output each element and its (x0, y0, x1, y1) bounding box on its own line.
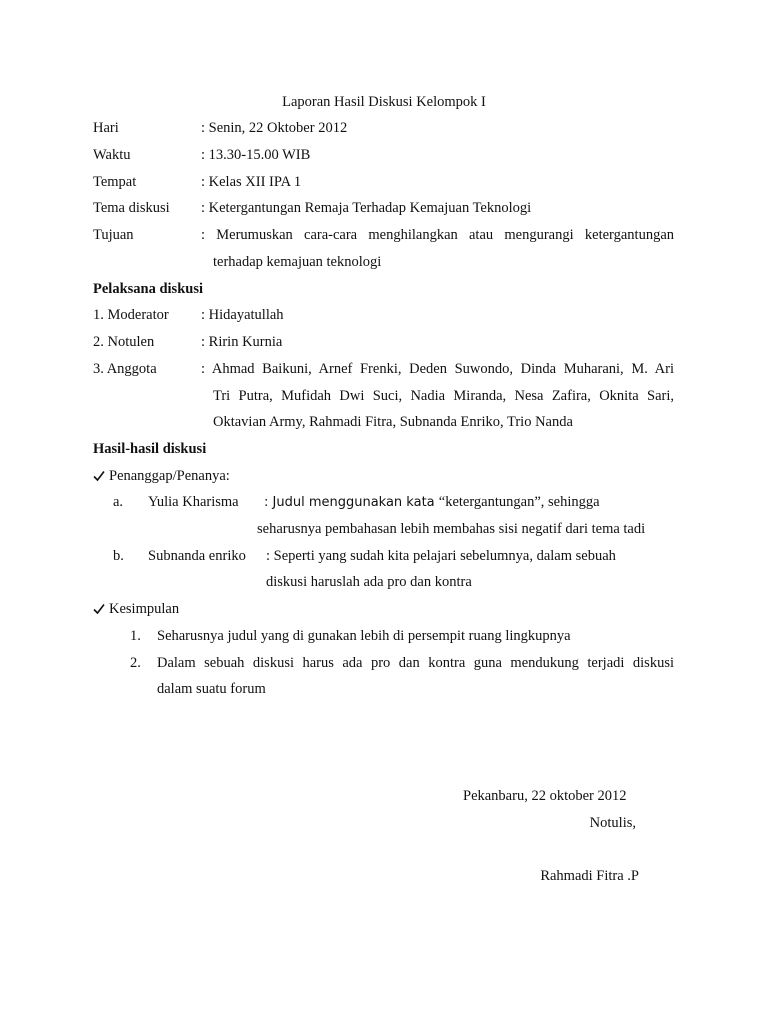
kesimpulan-1-marker: 1. (130, 628, 141, 644)
signature-name: Rahmadi Fitra .P (540, 868, 639, 884)
kesimpulan-2-line-1: Dalam sebuah diskusi harus ada pro dan kontra guna mendukung terjadi diskusi (157, 655, 674, 671)
tempat-value: : Kelas XII IPA 1 (201, 174, 302, 190)
waktu-label: Waktu (93, 147, 131, 163)
item-a-name: Yulia Kharisma (148, 494, 239, 510)
anggota-line-3: Oktavian Army, Rahmadi Fitra, Subnanda Enriko, Trio Nanda (213, 414, 573, 430)
hasil-heading: Hasil-hasil diskusi (93, 441, 207, 457)
moderator-label: 1. Moderator (93, 307, 169, 323)
notulen-value: : Ririn Kurnia (201, 334, 283, 350)
item-b-marker: b. (113, 548, 124, 564)
tempat-label: Tempat (93, 174, 137, 190)
kesimpulan-heading: Kesimpulan (109, 601, 180, 617)
tema-label: Tema diskusi (93, 200, 170, 216)
waktu-value: : 13.30-15.00 WIB (201, 147, 311, 163)
hari-label: Hari (93, 120, 119, 136)
item-a-marker: a. (113, 494, 124, 510)
signature-role: Notulis, (589, 815, 636, 831)
anggota-label: 3. Anggota (93, 361, 157, 377)
kesimpulan-2-marker: 2. (130, 655, 141, 671)
hari-value: : Senin, 22 Oktober 2012 (201, 120, 348, 136)
signature-place-date: Pekanbaru, 22 oktober 2012 (463, 788, 627, 804)
item-a-line-1-rest: “ketergantungan”, sehingga (438, 494, 600, 510)
kesimpulan-bullet (93, 600, 179, 618)
pelaksana-heading: Pelaksana diskusi (93, 281, 204, 297)
anggota-line-1: : Ahmad Baikuni, Arnef Frenki, Deden Suwondo, Dinda Muharani, M. Ari (201, 361, 674, 377)
item-b-name: Subnanda enriko (148, 548, 246, 564)
item-a-line-1-sans: : Judul menggunakan kata (264, 495, 439, 510)
tujuan-line-2: terhadap kemajuan teknologi (213, 254, 382, 270)
document-title: Laporan Hasil Diskusi Kelompok I (282, 94, 486, 110)
notulen-label: 2. Notulen (93, 334, 155, 350)
kesimpulan-2-line-2: dalam suatu forum (157, 681, 266, 697)
item-a-line-2: seharusnya pembahasan lebih membahas sisi negatif dari tema tadi (257, 521, 646, 537)
item-a-line-1 (264, 493, 600, 512)
moderator-value: : Hidayatullah (201, 307, 284, 323)
anggota-line-2: Tri Putra, Mufidah Dwi Suci, Nadia Miranda, Nesa Zafira, Oknita Sari, (213, 388, 674, 404)
checkmark-icon (93, 467, 109, 485)
item-b-line-1: : Seperti yang sudah kita pelajari sebelumnya, dalam sebuah (266, 548, 616, 564)
kesimpulan-1: Seharusnya judul yang di gunakan lebih di persempit ruang lingkupnya (157, 628, 571, 644)
penanggap-heading: Penanggap/Penanya: (109, 468, 230, 484)
tujuan-line-1: : Merumuskan cara-cara menghilangkan atau mengurangi ketergantungan (201, 227, 674, 243)
tujuan-label: Tujuan (93, 227, 134, 243)
penanggap-bullet (93, 467, 230, 485)
item-b-line-2: diskusi haruslah ada pro dan kontra (266, 574, 472, 590)
checkmark-icon (93, 600, 109, 618)
tema-value: : Ketergantungan Remaja Terhadap Kemajuan Teknologi (201, 200, 532, 216)
